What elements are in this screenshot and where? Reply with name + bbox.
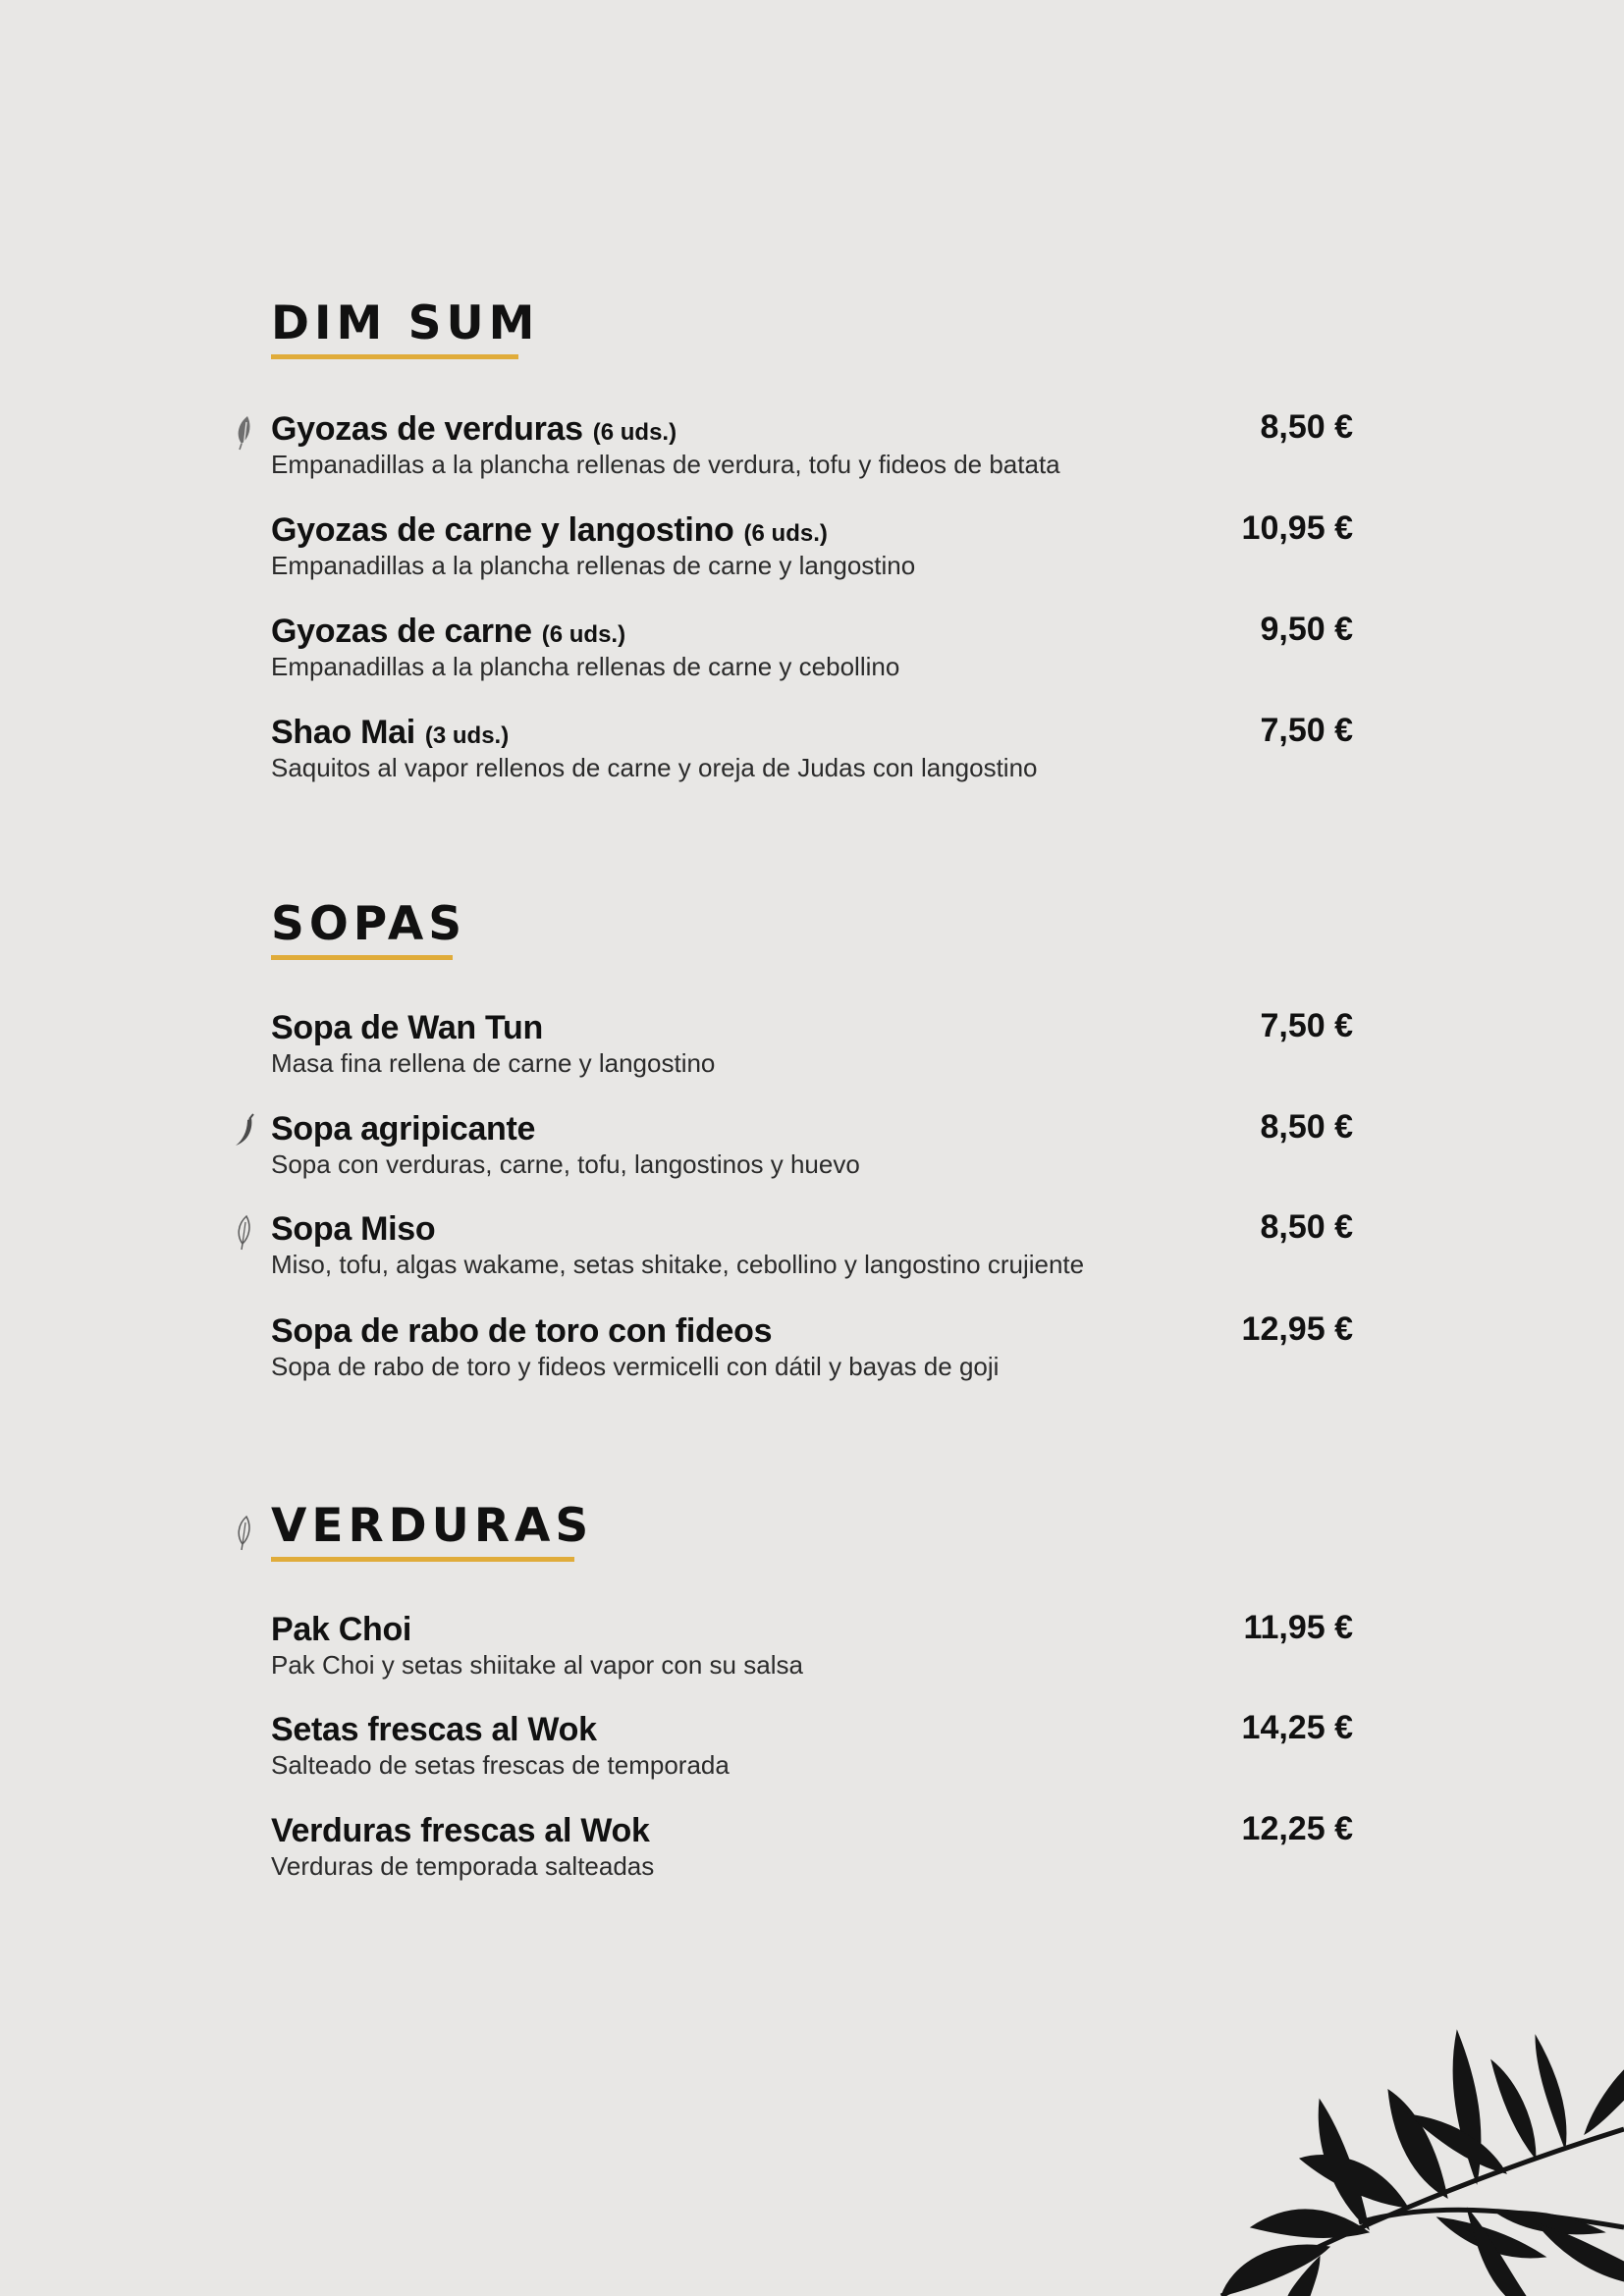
item-description: Pak Choi y setas shiitake al vapor con su salsa bbox=[271, 1650, 803, 1680]
item-price: 8,50 € bbox=[1260, 408, 1353, 446]
item-title: Gyozas de carne bbox=[271, 613, 532, 650]
menu-item-verduras-frescas-wok bbox=[271, 1810, 1353, 1902]
item-quantity: (6 uds.) bbox=[743, 520, 828, 547]
item-title: Gyozas de carne y langostino bbox=[271, 511, 734, 549]
section-title-verduras: VERDURAS bbox=[271, 1499, 594, 1553]
section-title-sopas: SOPAS bbox=[271, 897, 467, 951]
item-description: Sopa con verduras, carne, tofu, langostinos y huevo bbox=[271, 1149, 860, 1179]
item-price: 10,95 € bbox=[1241, 509, 1353, 547]
item-title: Sopa agripicante bbox=[271, 1110, 536, 1148]
item-title: Verduras frescas al Wok bbox=[271, 1812, 650, 1849]
menu-item-gyozas-verduras bbox=[271, 408, 1353, 501]
item-name bbox=[271, 1713, 597, 1746]
menu-item-sopa-rabo-toro bbox=[271, 1310, 1353, 1403]
item-description: Masa fina rellena de carne y langostino bbox=[271, 1048, 716, 1078]
item-title: Sopa Miso bbox=[271, 1210, 436, 1248]
item-name bbox=[271, 1212, 435, 1246]
menu-item-sopa-miso bbox=[271, 1208, 1353, 1301]
item-price: 12,95 € bbox=[1241, 1310, 1353, 1348]
leaf-outline-icon bbox=[232, 1513, 259, 1552]
item-description: Empanadillas a la plancha rellenas de verdura, tofu y fideos de batata bbox=[271, 450, 1060, 479]
item-description: Miso, tofu, algas wakame, setas shitake, cebollino y langostino crujiente bbox=[271, 1250, 1085, 1279]
item-name bbox=[271, 1112, 535, 1146]
menu-item-setas-frescas-wok bbox=[271, 1709, 1353, 1801]
item-price: 11,95 € bbox=[1243, 1609, 1353, 1646]
item-quantity: (3 uds.) bbox=[424, 722, 510, 749]
item-name bbox=[271, 1814, 650, 1847]
item-title: Sopa de Wan Tun bbox=[271, 1009, 543, 1046]
menu-item-pak-choi bbox=[271, 1609, 1353, 1701]
item-description: Empanadillas a la plancha rellenas de carne y langostino bbox=[271, 551, 916, 580]
item-price: 12,25 € bbox=[1241, 1810, 1353, 1847]
menu-item-gyozas-carne bbox=[271, 611, 1353, 703]
title-underline bbox=[271, 1557, 574, 1562]
item-quantity: (6 uds.) bbox=[592, 419, 677, 446]
item-price: 8,50 € bbox=[1260, 1208, 1353, 1246]
item-description: Salteado de setas frescas de temporada bbox=[271, 1750, 730, 1780]
item-price: 14,25 € bbox=[1241, 1709, 1353, 1746]
item-description: Verduras de temporada salteadas bbox=[271, 1851, 655, 1881]
item-title: Gyozas de verduras bbox=[271, 410, 583, 448]
item-title: Pak Choi bbox=[271, 1611, 412, 1648]
chili-pepper-icon bbox=[232, 1112, 259, 1151]
item-title: Sopa de rabo de toro con fideos bbox=[271, 1312, 773, 1350]
item-title: Shao Mai bbox=[271, 714, 415, 751]
leaf-outline-icon bbox=[232, 1212, 259, 1252]
item-price: 9,50 € bbox=[1260, 611, 1353, 648]
item-name bbox=[271, 1011, 543, 1044]
item-name bbox=[271, 716, 509, 749]
bamboo-leaves-icon bbox=[1212, 2011, 1624, 2296]
item-description: Saquitos al vapor rellenos de carne y oreja de Judas con langostino bbox=[271, 753, 1038, 782]
item-quantity: (6 uds.) bbox=[541, 621, 626, 648]
item-description: Empanadillas a la plancha rellenas de carne y cebollino bbox=[271, 652, 900, 681]
item-title: Setas frescas al Wok bbox=[271, 1711, 597, 1748]
title-underline bbox=[271, 354, 518, 359]
item-name bbox=[271, 614, 625, 648]
title-underline bbox=[271, 955, 453, 960]
section-title-dim-sum: DIM SUM bbox=[271, 296, 540, 350]
item-name bbox=[271, 513, 828, 547]
item-description: Sopa de rabo de toro y fideos vermicelli con dátil y bayas de goji bbox=[271, 1352, 1000, 1381]
menu-item-sopa-wan-tun bbox=[271, 1007, 1353, 1099]
menu-item-gyozas-carne-langostino bbox=[271, 509, 1353, 602]
leaf-icon bbox=[232, 412, 259, 452]
item-price: 8,50 € bbox=[1260, 1108, 1353, 1146]
item-price: 7,50 € bbox=[1260, 1007, 1353, 1044]
item-price: 7,50 € bbox=[1260, 712, 1353, 749]
item-name bbox=[271, 412, 677, 446]
menu-item-sopa-agripicante bbox=[271, 1108, 1353, 1201]
item-name bbox=[271, 1314, 772, 1348]
item-name bbox=[271, 1613, 411, 1646]
menu-item-shao-mai bbox=[271, 712, 1353, 804]
